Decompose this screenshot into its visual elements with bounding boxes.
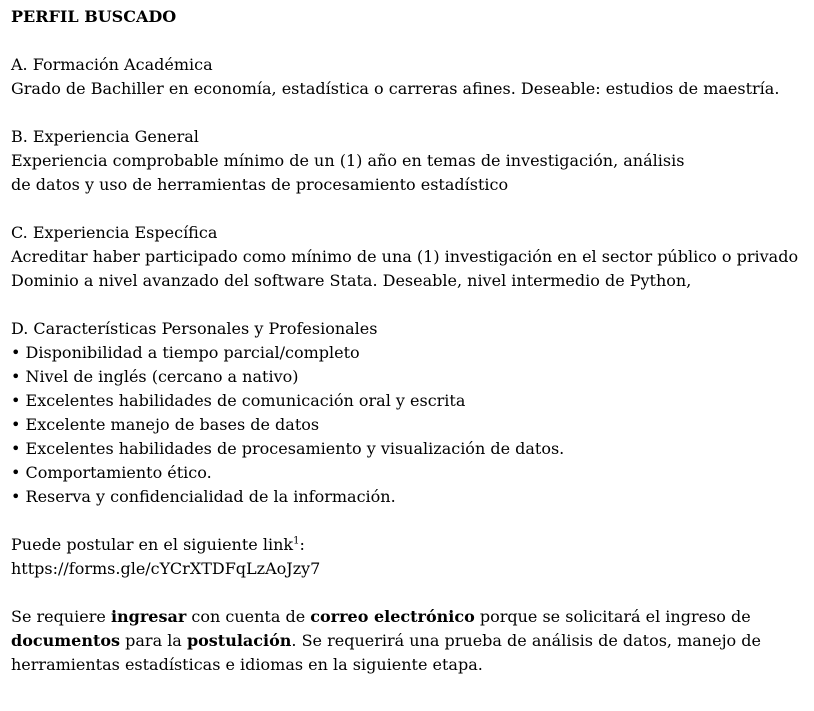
spacer bbox=[11, 581, 806, 605]
section-heading: A. Formación Académica bbox=[11, 55, 213, 74]
spacer bbox=[11, 29, 806, 53]
section-personal-characteristics bbox=[11, 317, 806, 509]
footnote-mark: 1 bbox=[293, 535, 300, 547]
list-item: • Nivel de inglés (cercano a nativo) bbox=[11, 365, 806, 389]
page-title: PERFIL BUSCADO bbox=[11, 7, 177, 26]
spacer bbox=[11, 197, 806, 221]
requirements-note bbox=[11, 605, 806, 677]
list-item: • Excelentes habilidades de procesamiento y visualización de datos. bbox=[11, 437, 806, 461]
spacer bbox=[11, 509, 806, 533]
list-item: • Disponibilidad a tiempo parcial/completo bbox=[11, 341, 806, 365]
section-academic-training bbox=[11, 53, 806, 101]
note-emphasis: correo electrónico bbox=[310, 607, 475, 626]
apply-instruction bbox=[11, 533, 806, 557]
application-link[interactable]: https://forms.gle/cYCrXTDFqLzAoJzy7 bbox=[11, 559, 321, 578]
note-text: con cuenta de bbox=[186, 607, 311, 626]
list-item: • Comportamiento ético. bbox=[11, 461, 806, 485]
note-text: . Se requerirá una prueba de análisis de datos, manejo de herramientas estadísticas e idiomas en la siguiente etapa. bbox=[11, 631, 761, 674]
document-body bbox=[11, 5, 806, 677]
section-text-line: Experiencia comprobable mínimo de un (1) año en temas de investigación, análisis bbox=[11, 151, 685, 170]
section-heading: C. Experiencia Específica bbox=[11, 223, 218, 242]
section-heading: D. Características Personales y Profesionales bbox=[11, 319, 378, 338]
apply-colon: : bbox=[299, 535, 305, 554]
section-heading: B. Experiencia General bbox=[11, 127, 199, 146]
spacer bbox=[11, 101, 806, 125]
note-text: Se requiere bbox=[11, 607, 111, 626]
list-item: • Excelente manejo de bases de datos bbox=[11, 413, 806, 437]
apply-text: Puede postular en el siguiente link bbox=[11, 535, 294, 554]
section-general-experience bbox=[11, 125, 806, 197]
section-specific-experience bbox=[11, 221, 806, 293]
application-section bbox=[11, 533, 806, 581]
note-emphasis: postulación bbox=[186, 631, 292, 650]
list-item: • Reserva y confidencialidad de la información. bbox=[11, 485, 806, 509]
characteristics-list bbox=[11, 341, 806, 509]
application-link-line bbox=[11, 557, 806, 581]
section-text-line: Grado de Bachiller en economía, estadística o carreras afines. Deseable: estudios de maestría. bbox=[11, 79, 780, 98]
note-emphasis: documentos bbox=[11, 631, 121, 650]
section-text-line: Acreditar haber participado como mínimo de una (1) investigación en el sector público o privado bbox=[11, 247, 799, 266]
list-item: • Excelentes habilidades de comunicación oral y escrita bbox=[11, 389, 806, 413]
note-emphasis: ingresar bbox=[110, 607, 187, 626]
note-text: para la bbox=[120, 631, 187, 650]
section-text-line: de datos y uso de herramientas de procesamiento estadístico bbox=[11, 175, 509, 194]
section-text-line: Dominio a nivel avanzado del software Stata. Deseable, nivel intermedio de Python, bbox=[11, 271, 692, 290]
note-text: porque se solicitará el ingreso de bbox=[474, 607, 751, 626]
spacer bbox=[11, 293, 806, 317]
